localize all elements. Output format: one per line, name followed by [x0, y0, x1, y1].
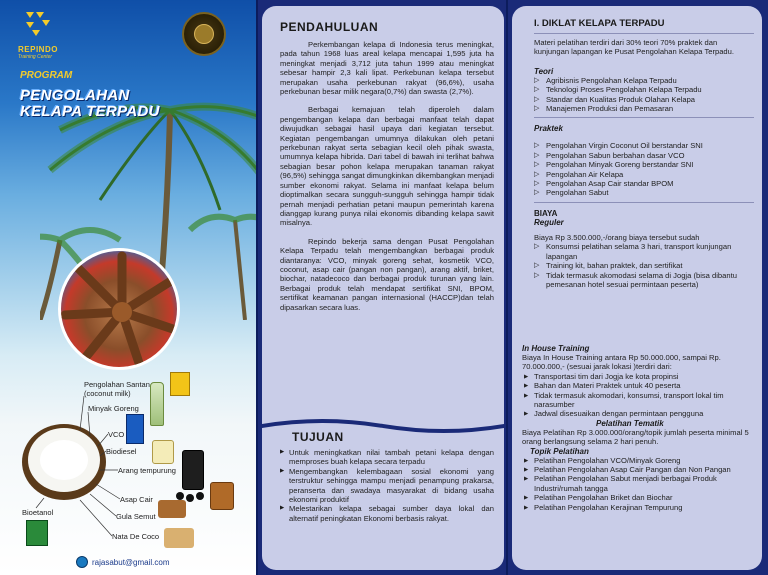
cover-title-line2: KELAPA TERPADU: [20, 103, 160, 120]
product-image-oil-bottle: [150, 382, 164, 426]
heading-diklat: I. DIKLAT KELAPA TERPADU: [534, 18, 665, 29]
briquet-icon: [186, 494, 194, 502]
teori-item: ▷ Agribisnis Pengolahan Kelapa Terpadu: [534, 76, 754, 85]
product-image-biodiesel-jug: [152, 440, 174, 464]
tujuan-item: ▶ Untuk meningkatkan nilai tambah petani kelapa dengan memproses buah kelapa secara terpadu: [280, 448, 494, 467]
inhouse-item: ▶ Transportasi tim dari Jogja ke kota propinsi: [522, 372, 756, 381]
praktek-item: ▷ Pengolahan Sabut: [534, 188, 754, 197]
email-address[interactable]: rajasabut@gmail.com: [92, 557, 170, 567]
logo-tagline: Training Center: [18, 54, 53, 60]
praktek-item: ▷ Pengolahan Sabun berbahan dasar VCO: [534, 151, 754, 160]
inhouse-item: ▶ Tidak termasuk akomodari, konsumsi, transport lokal tim narasumber: [522, 391, 756, 410]
product-label-vco: VCO: [108, 430, 125, 439]
topik-item: ▶ Pelatihan Pengolahan Asap Cair Pangan dan Non Pangan: [522, 465, 756, 474]
product-label-biodiesel: Biodiesel: [106, 447, 137, 456]
heading-tujuan: TUJUAN: [292, 430, 344, 444]
product-image-liquid-smoke: [210, 482, 234, 510]
inhouse-list: [522, 372, 756, 419]
training-panel: [512, 6, 762, 570]
product-label-arang: Arang tempurung: [118, 466, 176, 475]
email-icon: [76, 556, 88, 568]
product-image-nata-de-coco: [164, 528, 194, 548]
product-image-vco-box: [126, 414, 144, 444]
teori-list: [534, 76, 754, 114]
topik-item: ▶ Pelatihan Pengolahan Sabut menjadi berbagai Produk Industri/rumah tangga: [522, 474, 756, 493]
reguler-label: Reguler: [534, 217, 564, 227]
paragraph-intro-1: Perkembangan kelapa di Indonesia terus meningkat, pada tahun 1968 luas areal kelapa mencapai 1,595 juta ha meningkat menjadi 3,712 juta tahun 1999 atau meningkat sebesar hampir 2,3 kali lipat. Perkebunan kelapa tersebut merupakan usaha perkebunan rakyat (96,6%), usaha perkebunan besar milik negara(0,7%) dan swasta (2,7%).: [280, 40, 494, 97]
reguler-text: Biaya Rp 3.500.000,-/orang biaya tersebut sudah: [534, 232, 700, 242]
praktek-item: ▷ Pengolahan Air Kelapa: [534, 170, 754, 179]
praktek-item: ▷ Pengolahan Minyak Goreng berstandar SNI: [534, 160, 754, 169]
reguler-item: ▷ Konsumsi pelatihan selama 3 hari, transport kunjungan lapangan: [534, 242, 754, 261]
topik-item: ▶ Pelatihan Pengolahan Kerajinan Tempurung: [522, 503, 756, 512]
tematik-label: Pelatihan Tematik: [596, 418, 664, 428]
product-image-palm-sugar: [158, 500, 186, 518]
product-label-santan: Pengolahan Santan (coconut milk): [84, 380, 150, 398]
product-label-gula-semut: Gula Semut: [116, 512, 156, 521]
product-label-asap-cair: Asap Cair: [120, 495, 153, 504]
praktek-list: [534, 141, 754, 197]
inhouse-text: Biaya In House Training antara Rp 50.000.000, sampai Rp. 70.000.000,- (sesuai jarak lokasi )terdiri dari:: [522, 353, 721, 372]
tujuan-list: [280, 448, 494, 523]
inhouse-item: ▶ Jadwal disesuaikan dengan permintaan pengguna: [522, 409, 756, 418]
topik-item: ▶ Pelatihan Pengolahan Briket dan Biochar: [522, 493, 756, 502]
reguler-item: ▷ Tidak termasuk akomodasi selama di Jogja (bisa dibantu pemesanan hotel sesuai permintaan peserta): [534, 271, 754, 290]
introduction-panel: [262, 6, 504, 570]
product-image-bioetanol: [26, 520, 48, 546]
teori-item: ▷ Teknologi Proses Pengolahan Kelapa Terpadu: [534, 85, 754, 94]
program-label: PROGRAM: [20, 70, 73, 81]
reguler-item: ▷ Training kit, bahan praktek, dan sertifikat: [534, 261, 754, 270]
product-label-bioetanol: Bioetanol: [22, 508, 54, 517]
contact-email[interactable]: [76, 556, 169, 568]
teori-item: ▷ Manajemen Produksi dan Pemasaran: [534, 104, 754, 113]
praktek-label: Praktek: [534, 124, 563, 134]
cover-title-line1: PENGOLAHAN: [20, 87, 130, 104]
paragraph-intro-3: Repindo bekerja sama dengan Pusat Pengolahan Kelapa Terpadu telah mengembangkan berbagai produk diantaranya: VCO, minyak goreng sehat, kosmetik VCO, coconut, asap cair (pangan non pangan), arang aktif, briket, biochar, natadecoco dan berbagai produk turunan yang lain. Berbagai produk telah mendapat sertifikat SNI, BPOM, sertifikat keamanan pangan internasional (HACCP)dan telah dipasarkan secara luas.: [280, 236, 494, 312]
teori-item: ▷ Standar dan Kualitas Produk Olahan Kelapa: [534, 95, 754, 104]
tematik-text: Biaya Pelatihan Rp 3.000.000/orang/topik jumlah peserta minimal 5 orang berlangsung selama 2 hari penuh.: [522, 427, 749, 447]
product-label-nata-de-coco: Nata De Coco: [112, 532, 160, 541]
biaya-label: BIAYA: [534, 208, 558, 218]
diklat-intro: Materi pelatihan terdiri dari 30% teori 70% praktek dan kunjungan lapangan ke Pusat Pengolahan Kelapa Terpadu.: [534, 38, 734, 57]
product-image-charcoal-bag: [182, 450, 204, 490]
tujuan-item: ▶ Mengembangkan kelembagaan sosial ekonomi yang terstruktur sehingga mampu menjadi penampung prakarsa, peranserta dan swadaya masyarakat di bidang usaha ekonomi produktif: [280, 467, 494, 505]
tujuan-item: ▶ Melestarikan kelapa sebagai sumber daya lokal dan alternatif peningkatan Ekonomi berbasis rakyat.: [280, 504, 494, 523]
topik-label: Topik Pelatihan: [530, 446, 589, 456]
reguler-list: [534, 242, 754, 289]
product-label-minyak: Minyak Goreng: [88, 404, 139, 413]
topik-list: [522, 456, 756, 512]
cover-panel: [0, 0, 256, 575]
paragraph-intro-2: Berbagai kemajuan telah diperoleh dalam pengembangan kelapa dan berbagai manfaat telah dapat diwujudkan sebagai hasil upaya dari kegiatan tersebut. Kegiatan pengembangan umumnya dilakukan oleh petani perkebunan rakyat serta sebagian kecil oleh pihak swasta, umumnya kelapa hibrida. Dari tabel di bawah ini terlihat bahwa sebagian besar pohon kelapa merupakan tanaman rakyat (96,5%) sehingga sangat dimungkinkan dikembangkan menjadi sumber ekonomi rakyat. Selama ini manfaat kelapa belum dioptimalkan secara sungguh-sungguh sehingga hampir tidak pernah menjadi perhatian petani maupun pemerintah karena dianggap kurang punya nilai ekonomis dibanding kelapa sawit misalnya.: [280, 105, 494, 228]
teori-label: Teori: [534, 66, 554, 76]
heading-pendahuluan: PENDAHULUAN: [280, 20, 379, 34]
panel-fold: [256, 0, 258, 575]
topik-item: ▶ Pelatihan Pengolahan VCO/Minyak Goreng: [522, 456, 756, 465]
praktek-item: ▷ Pengolahan Virgin Coconut Oil berstandar SNI: [534, 141, 754, 150]
briquet-icon: [176, 492, 184, 500]
briquet-icon: [196, 492, 204, 500]
inhouse-item: ▶ Bahan dan Materi Praktek untuk 40 peserta: [522, 381, 756, 390]
logo-name: REPINDO: [18, 45, 58, 54]
praktek-item: ▷ Pengolahan Asap Cair standar BPOM: [534, 179, 754, 188]
product-image-santan-box: [170, 372, 190, 396]
panel-fold: [506, 0, 508, 575]
inhouse-label: In House Training: [522, 344, 590, 353]
